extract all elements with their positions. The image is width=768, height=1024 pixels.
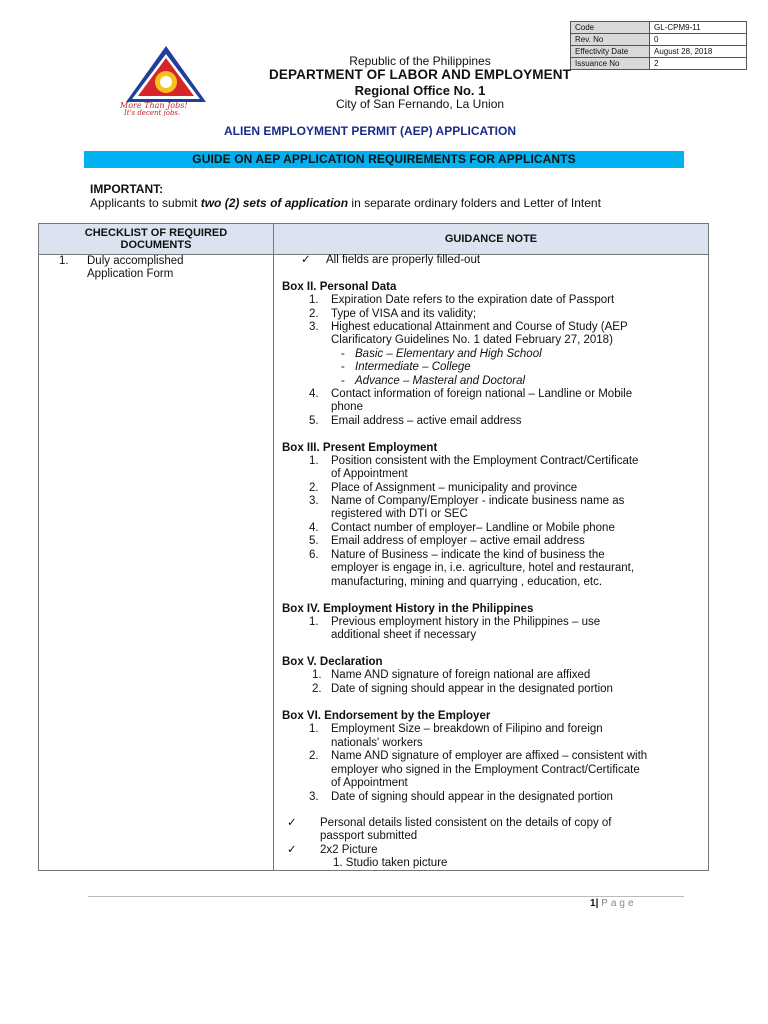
department-title: DEPARTMENT OF LABOR AND EMPLOYMENT [269,67,571,82]
dole-logo [118,44,210,116]
important-label: IMPORTANT: [90,182,164,196]
footer-divider [88,896,684,897]
list-item: Contact information of foreign national – Landline or Mobile [331,388,633,400]
box2-title: Box II. Personal Data [282,281,397,293]
list-number: 3. [309,321,319,333]
list-number: 1. [312,669,322,681]
list-item: Name of Company/Employer - indicate business name as [331,495,625,507]
list-item: Previous employment history in the Philippines – use [331,616,601,628]
guide-banner: GUIDE ON AEP APPLICATION REQUIREMENTS FOR APPLICANTS [84,151,684,168]
list-number: 2. [312,683,322,695]
page-separator: | [595,898,599,909]
list-item: Email address of employer – active email address [331,535,585,547]
list-item-cont: employer is engage in, i.e. agriculture, hotel and restaurant, [331,562,635,574]
important-post: in separate ordinary folders and Letter of Intent [348,196,601,210]
checklist-item-text: Duly accomplished Application Form [87,255,184,280]
control-key: Rev. No [571,34,650,46]
control-key: Effectivity Date [571,46,650,58]
personal-details-note: Personal details listed consistent on the details of copy of [320,817,612,829]
sub-item: Intermediate – College [355,361,471,373]
list-item: Name AND signature of foreign national are affixed [331,669,591,681]
page-label: Page [601,898,637,909]
check-icon: ✓ [287,817,297,829]
box6-title: Box VI. Endorsement by the Employer [282,710,491,722]
header-guidance: GUIDANCE NOTE [444,233,538,245]
control-row [571,22,747,34]
republic-label: Republic of the Philippines [349,54,491,68]
control-row [571,34,747,46]
check-icon: ✓ [301,254,311,266]
box3-title: Box III. Present Employment [282,442,438,454]
dole-logo-icon [118,44,210,116]
important-emphasis: two (2) sets of application [200,196,349,210]
list-item: Email address – active email address [331,415,522,427]
important-pre: Applicants to submit [90,196,201,210]
list-number: 2. [309,308,319,320]
sub-item: Advance – Masteral and Doctoral [355,375,526,387]
list-number: 5. [309,535,319,547]
list-item: Contact number of employer– Landline or Mobile phone [331,522,615,534]
city-label: City of San Fernando, La Union [335,97,505,111]
page-footer [590,898,637,909]
list-item: Nature of Business – indicate the kind of business the [331,549,605,561]
checklist-item [59,255,217,281]
control-value: 0 [650,34,747,46]
regional-office: Regional Office No. 1 [354,83,486,98]
fields-filled-note: All fields are properly filled-out [326,254,481,266]
column-divider [273,224,274,870]
dash-marker: - [341,361,345,373]
list-number: 6. [309,549,319,561]
list-number: 2. [309,750,319,762]
list-number: 4. [309,388,319,400]
control-value: August 28, 2018 [650,46,747,58]
list-number: 2. [309,482,319,494]
list-item-cont: phone [331,401,363,413]
form-subtitle: ALIEN EMPLOYMENT PERMIT (AEP) APPLICATION [223,124,516,138]
sub-item: Basic – Elementary and High School [355,348,542,360]
control-value: GL-CPM9-11 [650,22,747,34]
page-number: 1 [590,898,596,909]
list-number: 3. [309,495,319,507]
list-item: Highest educational Attainment and Course of Study (AEP [331,321,628,333]
list-number: 1. [309,455,319,467]
list-item: Expiration Date refers to the expiration date of Passport [331,294,615,306]
control-key: Issuance No [571,58,650,70]
logo-text-1: More Than Jobs! [120,101,188,110]
dash-marker: - [341,348,345,360]
checklist-item-number: 1. [59,255,69,267]
list-number: 3. [309,791,319,803]
list-item: Position consistent with the Employment Contract/Certificate [331,455,639,467]
important-text [90,196,601,210]
list-number: 1. [309,294,319,306]
list-item: Type of VISA and its validity; [331,308,477,320]
list-number: 1. [309,723,319,735]
header-checklist [39,224,273,254]
studio-note: 1. Studio taken picture [333,857,448,869]
list-item-cont: of Appointment [331,468,408,480]
check-icon: ✓ [287,844,297,856]
list-number: 4. [309,522,319,534]
dash-marker: - [341,375,345,387]
list-item-cont: employer who signed in the Employment Contract/Certificate [331,764,640,776]
picture-note: 2x2 Picture [320,844,378,856]
control-key: Code [571,22,650,34]
list-item: Date of signing should appear in the designated portion [331,791,613,803]
list-item-cont: registered with DTI or SEC [331,508,468,520]
box5-title: Box V. Declaration [282,656,383,668]
header-checklist-text: CHECKLIST OF REQUIRED DOCUMENTS [84,227,228,251]
list-item: Place of Assignment – municipality and province [331,482,578,494]
box4-title: Box IV. Employment History in the Philippines [282,603,534,615]
list-item-cont: nationals' workers [331,737,423,749]
list-item-cont: additional sheet if necessary [331,629,477,641]
logo-text-2: It's decent jobs. [124,109,181,116]
list-item: Name AND signature of employer are affixed – consistent with [331,750,648,762]
list-number: 1. [309,616,319,628]
list-item: Employment Size – breakdown of Filipino and foreign [331,723,603,735]
personal-details-note-cont: passport submitted [320,830,418,842]
list-item-cont: Clarificatory Guidelines No. 1 dated February 27, 2018) [331,334,613,346]
control-value: 2 [650,58,747,70]
list-item-cont: manufacturing, mining and quarrying , education, etc. [331,576,603,588]
list-number: 5. [309,415,319,427]
requirements-table [38,223,709,871]
list-item: Date of signing should appear in the designated portion [331,683,613,695]
list-item-cont: of Appointment [331,777,408,789]
